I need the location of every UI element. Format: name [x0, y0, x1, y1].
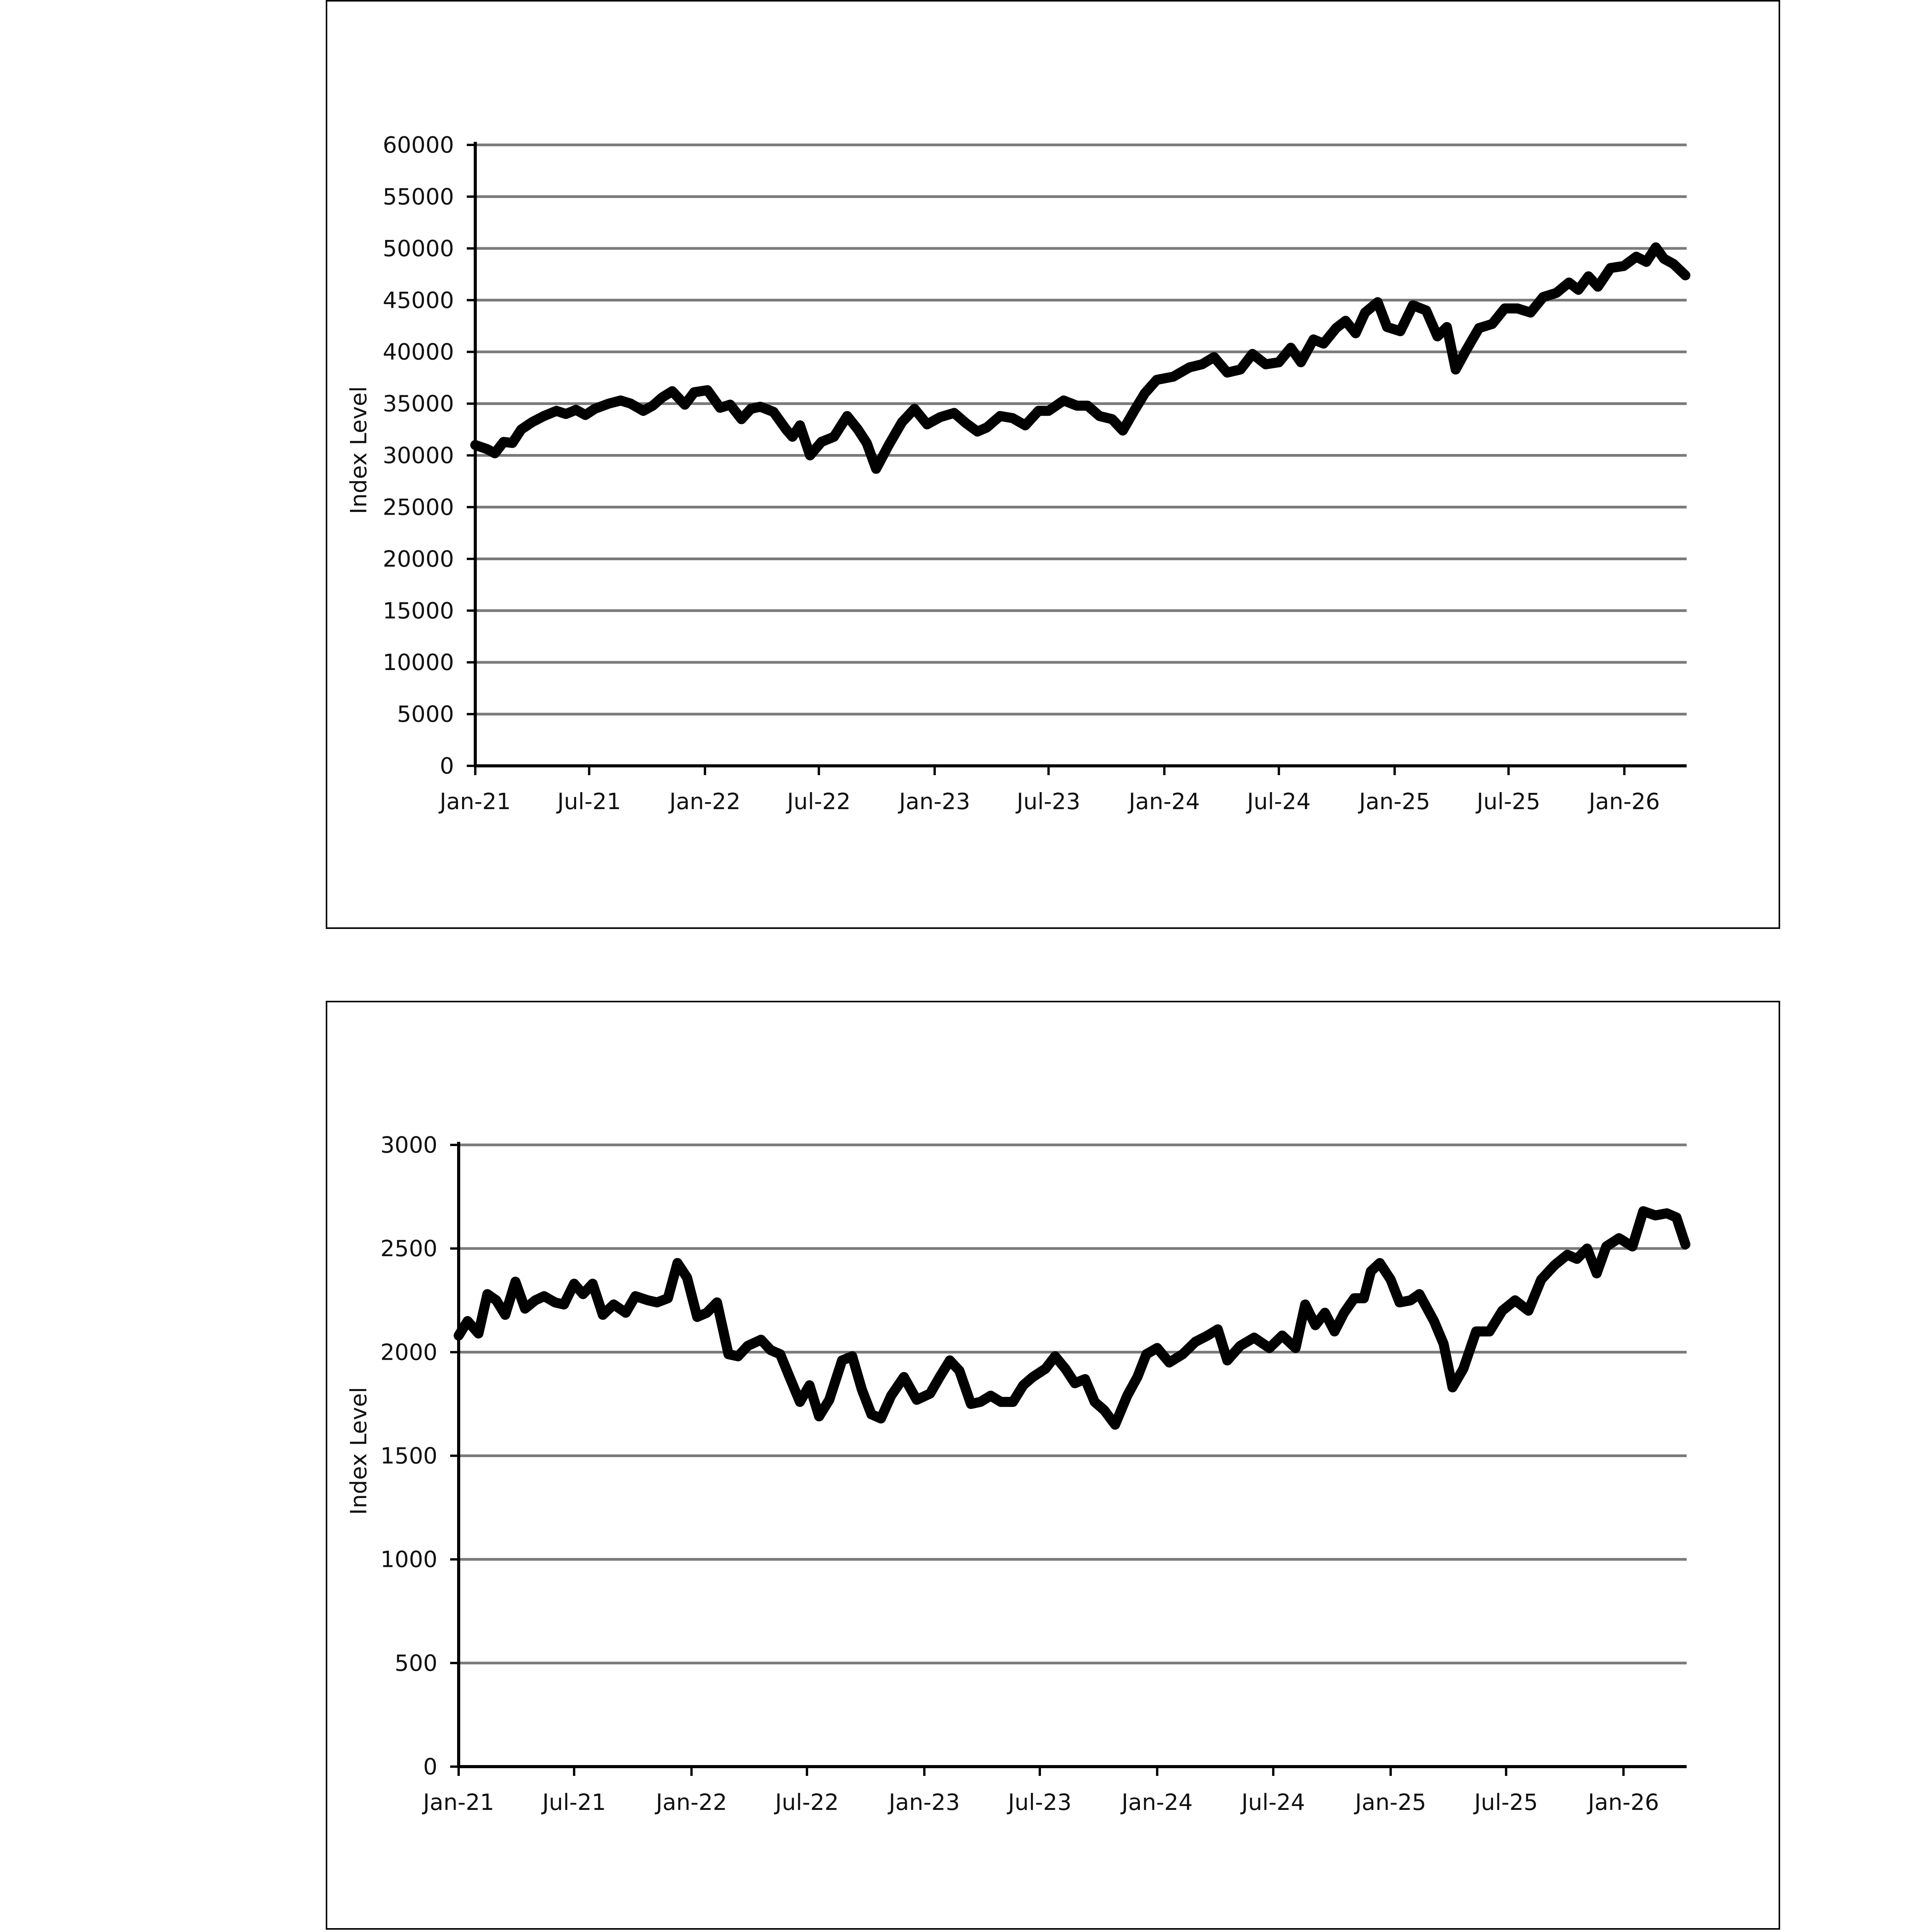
chart-2-x-tick-label: Jul-24 [1241, 1789, 1305, 1815]
chart-1-x-tick-label: Jul-21 [557, 788, 621, 815]
chart-2-y-tick-label: 3000 [380, 1132, 437, 1158]
chart-2-y-tick-label: 1000 [380, 1546, 437, 1573]
chart-1-x-tick-label: Jan-21 [439, 788, 511, 815]
chart-2-y-axis-title: Index Level [345, 1387, 372, 1515]
chart-1-y-tick-label: 30000 [383, 442, 454, 469]
chart-2-x-tick-label: Jul-23 [1008, 1789, 1072, 1815]
chart-1-x-tick-label: Jan-24 [1129, 788, 1200, 815]
chart-1-x-tick-label: Jul-25 [1476, 788, 1541, 815]
chart-2-y-tick-label: 2500 [380, 1235, 437, 1262]
chart-1-y-tick-label: 50000 [383, 235, 454, 262]
chart-2-y-tick-label: 1500 [380, 1442, 437, 1469]
chart-2-x-tick-label: Jan-22 [656, 1789, 727, 1815]
chart-2-x-tick-label: Jan-26 [1588, 1789, 1659, 1815]
chart-1-y-tick-label: 45000 [383, 287, 454, 313]
chart-1-y-tick-label: 10000 [383, 649, 454, 676]
chart-2-y-tick-label: 0 [423, 1753, 437, 1780]
chart-1-y-tick-label: 55000 [383, 183, 454, 210]
chart-1-x-tick-label: Jan-22 [669, 788, 741, 815]
chart-2-x-tick-label: Jan-25 [1355, 1789, 1427, 1815]
chart-1-x-tick-label: Jul-22 [787, 788, 851, 815]
chart-2-x-tick-label: Jul-22 [775, 1789, 839, 1815]
chart-2-x-tick-label: Jan-24 [1121, 1789, 1193, 1815]
chart-2-x-tick-label: Jul-21 [542, 1789, 606, 1815]
chart-1-x-tick-label: Jul-24 [1247, 788, 1311, 815]
chart-1-y-tick-label: 15000 [383, 597, 454, 624]
chart-1-y-tick-label: 40000 [383, 338, 454, 365]
chart-2-x-tick-label: Jan-23 [889, 1789, 960, 1815]
chart-2-x-tick-label: Jan-21 [423, 1789, 495, 1815]
chart-1-y-tick-label: 20000 [383, 546, 454, 572]
chart-1-x-tick-label: Jul-23 [1017, 788, 1080, 815]
chart-1-y-tick-label: 0 [440, 753, 454, 779]
chart-1-y-axis-title: Index Level [345, 386, 372, 514]
chart-1-y-tick-label: 5000 [397, 701, 454, 728]
chart-1-y-tick-label: 60000 [383, 132, 454, 158]
chart-1-x-tick-label: Jan-25 [1359, 788, 1430, 815]
chart-1-y-tick-label: 25000 [383, 494, 454, 520]
chart-panel-1 [327, 1, 1779, 928]
chart-1-y-tick-label: 35000 [383, 390, 454, 417]
chart-1-x-tick-label: Jan-23 [899, 788, 970, 815]
chart-2-y-tick-label: 500 [395, 1650, 437, 1676]
chart-2-y-tick-label: 2000 [380, 1339, 437, 1366]
chart-1-x-tick-label: Jan-26 [1588, 788, 1660, 815]
chart-panel-2 [327, 1002, 1779, 1929]
chart-2-x-tick-label: Jul-25 [1474, 1789, 1538, 1815]
